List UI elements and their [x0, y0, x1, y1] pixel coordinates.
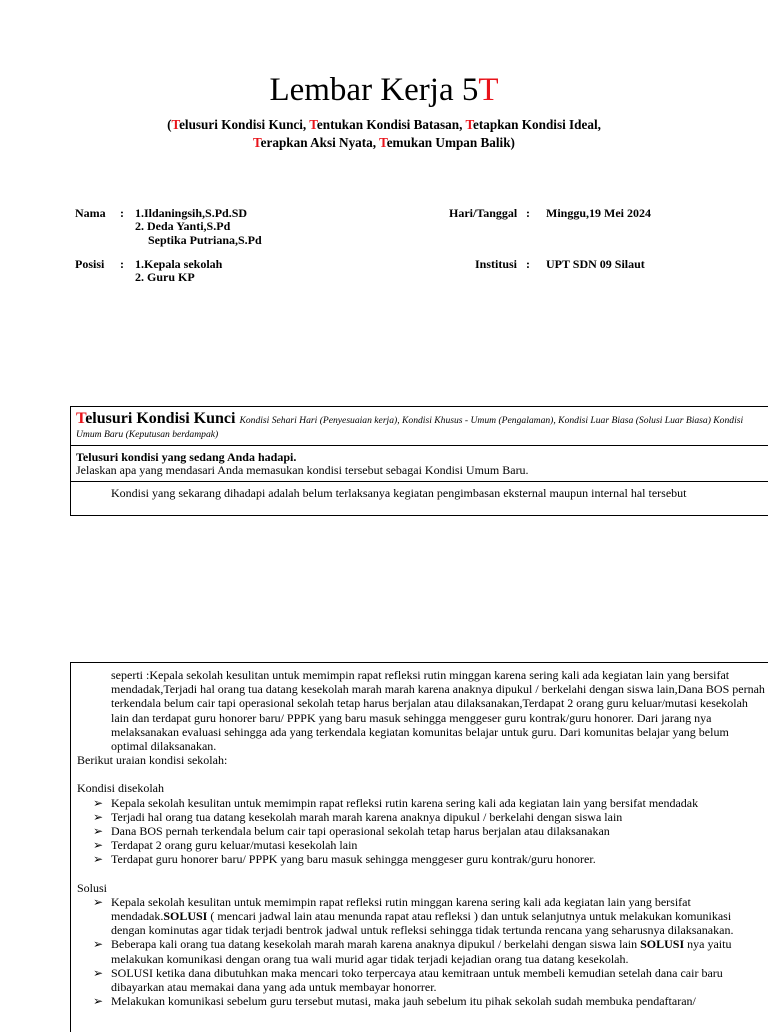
- solusi-item-text: Kepala sekolah kesulitan untuk memimpin rapat refleksi rutin minggan karena sering kali ada kegiatan lain yang bersifat mendadak.: [111, 894, 691, 924]
- arrow-bullet-icon: ➢: [93, 852, 104, 867]
- solusi-keyword: SOLUSI: [163, 909, 208, 924]
- nama-label: Nama: [75, 206, 106, 220]
- kondisi-item-text: Terdapat 2 orang guru keluar/mutasi kesekolah lain: [111, 838, 358, 853]
- sub2-part-0: T: [253, 135, 261, 150]
- posisi-field: [75, 258, 335, 286]
- page-title: Lembar Kerja 5T: [269, 72, 499, 108]
- nama-value-1: 1.Ildaningsih,S.Pd.SD: [135, 206, 248, 220]
- kondisi-item-text: Terjadi hal orang tua datang kesekolah marah marah karena anaknya dipukul / berkelahi dengan siswa lain: [111, 809, 623, 824]
- kondisi-item-text: Dana BOS pernah terkendala belum cair tapi operasional sekolah tetap harus berjalan atau dilaksanakan: [111, 824, 610, 839]
- sub1-part-0: (: [167, 117, 172, 132]
- page-subtitle: [0, 116, 768, 152]
- prompt-text: Jelaskan apa yang mendasari Anda memasukan kondisi tersebut sebagai Kondisi Umum Baru.: [76, 463, 529, 477]
- sub2-part-2: T: [379, 135, 387, 150]
- answer-continuation: seperti :Kepala sekolah kesulitan untuk memimpin rapat refleksi rutin minggan karena sering kali ada kegiatan lain yang bersifat mendadak,Terjadi hal orang tua datang kesekolah marah marah karena anaknya dipukul / berkelahi dengan siswa lain,Dana BOS pernah terkendala belum cair tapi operasional sekolah tetap harus berjalan atau dilaksanakan,Terdapat 2 orang guru keluar/mutasi kesekolah lain dan terdapat guru honorer baru/ PPPK yang baru masuk sehingga menggeser guru kontrak/guru honorer. Dari jarang nya melaksanakan evaluasi sehingga ada yang terkendala kegiatan komunitas belajar untuk guru. Dari komunitas belajar yang belum optimal dilaksanakan.: [111, 668, 765, 754]
- sub1-part-3: T: [309, 117, 317, 132]
- kondisi-item: [93, 824, 768, 838]
- institusi-label: Institusi: [475, 257, 518, 271]
- kondisi-item: [93, 852, 768, 866]
- solusi-item-text: Melakukan komunikasi sebelum guru tersebut mutasi, maka jauh sebelum itu pihak sekolah sudah membuka pendaftaran/: [111, 994, 696, 1009]
- arrow-bullet-icon: ➢: [93, 824, 104, 839]
- sub1-part-4: entukan Kondisi Batasan,: [316, 117, 466, 132]
- kondisi-list: [77, 796, 768, 867]
- sub1-part-1: T: [171, 117, 180, 132]
- sub1-part-2: elusuri Kondisi Kunci,: [179, 117, 310, 132]
- solusi-heading: Solusi: [77, 880, 108, 895]
- hari-field: [449, 207, 729, 221]
- institusi-field: [475, 258, 735, 272]
- intro-text: Berikut uraian kondisi sekolah:: [77, 753, 228, 768]
- subtitle-line-2: [0, 134, 768, 152]
- arrow-bullet-icon: ➢: [93, 937, 104, 952]
- solusi-item-text: SOLUSI ketika dana dibutuhkan maka mencari toko terpercaya atau kemitraan untuk membeli kemudian setelah dana cair baru dibayarkan atau memakai dana yang ada untuk membayar honorrer.: [111, 965, 723, 995]
- answer-box: [70, 662, 768, 1032]
- solusi-item: [93, 895, 768, 938]
- solusi-item-text-rest: nya yaitu melakukan komunikasi dengan orang tua wali murid agar tidak terjadi kejadian orang tua datang kesekolah.: [111, 937, 732, 966]
- kondisi-item: [93, 796, 768, 810]
- posisi-colon: :: [120, 257, 124, 271]
- posisi-value-1: 1.Kepala sekolah: [135, 257, 223, 271]
- arrow-bullet-icon: ➢: [93, 795, 104, 810]
- hari-value: Minggu,19 Mei 2024: [546, 206, 651, 220]
- solusi-item: [93, 966, 768, 994]
- kondisi-item: [93, 810, 768, 824]
- section-heading-note: Kondisi Sehari Hari (Penyesuaian kerja), Kondisi Khusus - Umum (Pengalaman), Kondisi Luar Biasa (Solusi Luar Biasa) Kondisi Umum Baru (Keputusan berdampak): [76, 415, 744, 440]
- institusi-value: UPT SDN 09 Silaut: [546, 257, 645, 271]
- solusi-item-text-rest: ( mencari jadwal lain atau menunda rapat atau refleksi ) dan untuk selanjutnya untuk melakukan komunikasi dengan kominutas agar tidak terjadi bentrok jadwal untuk refleksi sehingga tidak tertunda rencana yang seharusnya dilaksanakan.: [111, 909, 734, 938]
- kondisi-heading: Kondisi disekolah: [77, 781, 164, 796]
- arrow-bullet-icon: ➢: [93, 894, 104, 909]
- telusuri-prompt-row: [71, 446, 768, 482]
- telusuri-box: [70, 406, 768, 516]
- solusi-keyword: SOLUSI: [640, 937, 685, 952]
- sub2-part-3: emukan Umpan Balik): [386, 135, 515, 150]
- solusi-item: [93, 994, 768, 1008]
- kondisi-item-text: Terdapat guru honorer baru/ PPPK yang baru masuk sehingga menggeser guru kontrak/guru honorer.: [111, 852, 596, 867]
- prompt-bold: Telusuri kondisi yang sedang Anda hadapi.: [76, 450, 297, 464]
- nama-value-3: Septika Putriana,S.Pd: [148, 233, 262, 247]
- hari-label: Hari/Tanggal: [449, 206, 518, 220]
- posisi-label: Posisi: [75, 257, 105, 271]
- hari-colon: :: [526, 206, 530, 220]
- arrow-bullet-icon: ➢: [93, 838, 104, 853]
- sub2-part-1: erapkan Aksi Nyata,: [260, 135, 380, 150]
- arrow-bullet-icon: ➢: [93, 994, 104, 1009]
- answer-start: Kondisi yang sekarang dihadapi adalah belum terlaksanya kegiatan pengimbasan eksternal maupun internal hal tersebut: [111, 486, 687, 500]
- arrow-bullet-icon: ➢: [93, 809, 104, 824]
- kondisi-item: [93, 838, 768, 852]
- section-heading: Telusuri Kondisi Kunci: [76, 410, 236, 427]
- solusi-list: [77, 895, 768, 1009]
- arrow-bullet-icon: ➢: [93, 965, 104, 980]
- telusuri-heading-row: [71, 407, 768, 446]
- nama-field: [75, 207, 335, 247]
- nama-colon: :: [120, 206, 124, 220]
- institusi-colon: :: [526, 257, 530, 271]
- posisi-value-2: 2. Guru KP: [135, 270, 195, 284]
- solusi-item-text: Beberapa kali orang tua datang kesekolah marah marah karena anaknya dipukul / berkelahi dengan siswa lain: [111, 937, 641, 952]
- sub1-part-5: T: [465, 117, 474, 132]
- sub1-part-6: etapkan Kondisi Ideal,: [473, 117, 601, 132]
- subtitle-line-1: [0, 116, 768, 134]
- solusi-item: [93, 937, 768, 965]
- kondisi-item-text: Kepala sekolah kesulitan untuk memimpin rapat refleksi rutin karena sering kali ada kegiatan lain yang bersifat mendadak: [111, 795, 699, 810]
- nama-value-2: 2. Deda Yanti,S.Pd: [135, 219, 231, 233]
